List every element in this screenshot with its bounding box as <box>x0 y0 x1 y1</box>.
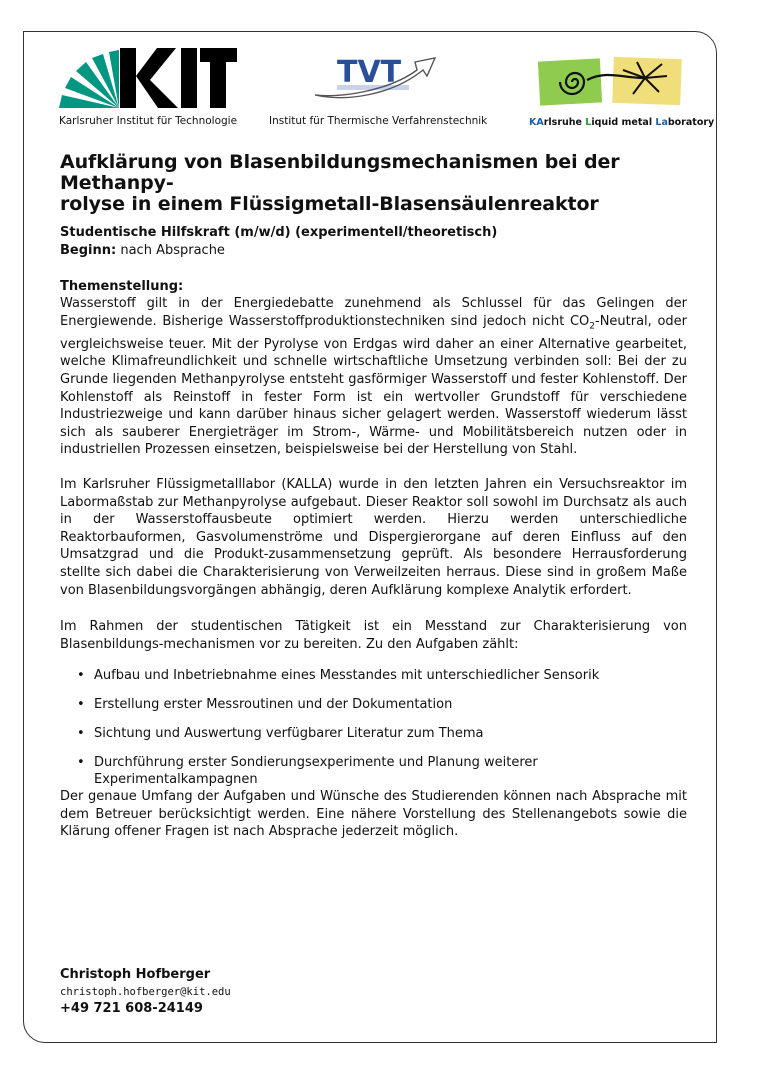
kit-caption: Karlsruher Institut für Technologie <box>59 115 238 127</box>
topic-heading: Themenstellung: <box>60 279 184 294</box>
bullet-icon: • <box>77 755 85 770</box>
paragraph-1 <box>60 295 687 459</box>
kalla-logo <box>527 40 715 135</box>
task-1: Aufbau und Inbetriebnahme eines Messtandes mit unterschiedlicher Sensorik <box>94 668 600 683</box>
title-line-1: Aufklärung von Blasenbildungsmechanismen bei der Methanpy- <box>60 151 620 194</box>
kalla-caption-la: La <box>655 117 668 128</box>
paragraph-2-block <box>60 476 687 599</box>
task-3: Sichtung und Auswertung verfügbarer Literatur zum Thema <box>94 726 484 741</box>
task-2: Erstellung erster Messroutinen und der Dokumentation <box>94 697 453 712</box>
kit-logo <box>57 40 237 135</box>
tvt-wordmark: TVT <box>337 55 402 90</box>
task-list <box>60 667 687 800</box>
contact-email[interactable]: christoph.hofberger@kit.edu <box>60 986 231 998</box>
position-title: Studentische Hilfskraft (m/w/d) (experimentell/theoretisch) <box>60 225 498 240</box>
kit-emblem-icon <box>57 40 237 115</box>
kalla-caption <box>529 117 714 128</box>
topic-section <box>60 278 687 459</box>
list-item <box>60 754 687 788</box>
contact-name: Christoph Hofberger <box>60 967 211 982</box>
kalla-caption-boratory: boratory <box>667 117 715 128</box>
bullet-icon: • <box>77 668 85 683</box>
kalla-emblem-icon <box>527 40 692 110</box>
tvt-logo <box>267 40 497 135</box>
kalla-caption-rlsruhe: rlsruhe <box>543 117 586 128</box>
kalla-caption-liquid: iquid metal <box>591 117 656 128</box>
document-title <box>60 152 687 215</box>
contact-block <box>60 966 687 1018</box>
contact-phone: +49 721 608-24149 <box>60 1001 203 1016</box>
paragraph-1-part-b: -Neutral, oder vergleichsweise teuer. Mit der Pyrolyse von Erdgas wird daher an einer Alternative gearbeitet, welche Klimafreundlichkeit und schnelle wirtschaftliche Umsetzung verbinden soll: Bei der zu Grunde liegenden Methanpyrolyse entsteht gasförmiger Wasserstoff und fester Kohlenstoff. Der Kohlenstoff als Reinstoff in fester Form ist ein wertvoller Grundstoff für verschiedene Industriezweige und kann darüber hinaus sicher gelagert werden. Wasserstoff wiederum lässt sich als sauberer Energieträger im Strom-, Wärme- und Mobilitätsbereich nutzen oder in industriellen Prozessen einsetzen, beispielsweise bei der Herstellung von Stahl. <box>60 313 687 458</box>
kalla-caption-ka: KA <box>529 117 544 128</box>
tvt-emblem-icon <box>267 40 497 110</box>
bullet-icon: • <box>77 697 85 712</box>
paragraph-4: Der genaue Umfang der Aufgaben und Wünsche des Studierenden können nach Absprache mit dem Betreuer berücksichtigt werden. Eine nähere Vorstellung des Stellenangebots sowie die Klärung offener Fragen ist nach Absprache jederzeit möglich. <box>60 789 687 840</box>
paragraph-4-block <box>60 788 687 841</box>
position-info <box>60 224 687 260</box>
bullet-icon: • <box>77 726 85 741</box>
paragraph-1-part-a: Wasserstoff gilt in der Energiedebatte zunehmend als Schlussel für das Gelingen der Energiewende. Bisherige Wasserstoffproduktionstechniken sind jedoch nicht CO <box>60 296 687 329</box>
list-item <box>60 725 687 742</box>
tvt-caption: Institut für Thermische Verfahrenstechnik <box>269 115 488 127</box>
paragraph-3-block <box>60 618 687 653</box>
start-label: Beginn: <box>60 243 117 258</box>
title-line-2: rolyse in einem Flüssigmetall-Blasensäulenreaktor <box>60 193 599 215</box>
list-item <box>60 667 687 684</box>
paragraph-2: Im Karlsruher Flüssigmetalllabor (KALLA) wurde in den letzten Jahren ein Versuchsreaktor im Labormaßstab zur Methanpyrolyse aufgebaut. Dieser Reaktor soll sowohl im Durchsatz als auch in der Wasserstoffausbeute optimiert werden. Hierzu werden unterschiedliche Reaktorbauformen, Gasvolumenströme und Dispergierorgane auf deren Einfluss auf den Umsatzgrad und die Produkt-zusammensetzung geprüft. Als besondere Herrausforderung stellte sich dabei die Charakterisierung von Verweilzeiten herraus. Diese sind in großem Maße von Blasenbildungsvorgängen abhängig, deren Aufklärung komplexe Analytik erfordert. <box>60 477 687 598</box>
co2-subscript: 2 <box>589 321 595 332</box>
task-4: Durchführung erster Sondierungsexperimente und Planung weiterer Experimentalkampagnen <box>94 755 538 787</box>
start-value: nach Absprache <box>120 243 225 258</box>
kalla-caption-l: L <box>585 117 592 128</box>
paragraph-3: Im Rahmen der studentischen Tätigkeit ist ein Messtand zur Charakterisierung von Blasenbildungs-mechanismen vor zu bereiten. Zu den Aufgaben zählt: <box>60 619 687 652</box>
list-item <box>60 696 687 713</box>
